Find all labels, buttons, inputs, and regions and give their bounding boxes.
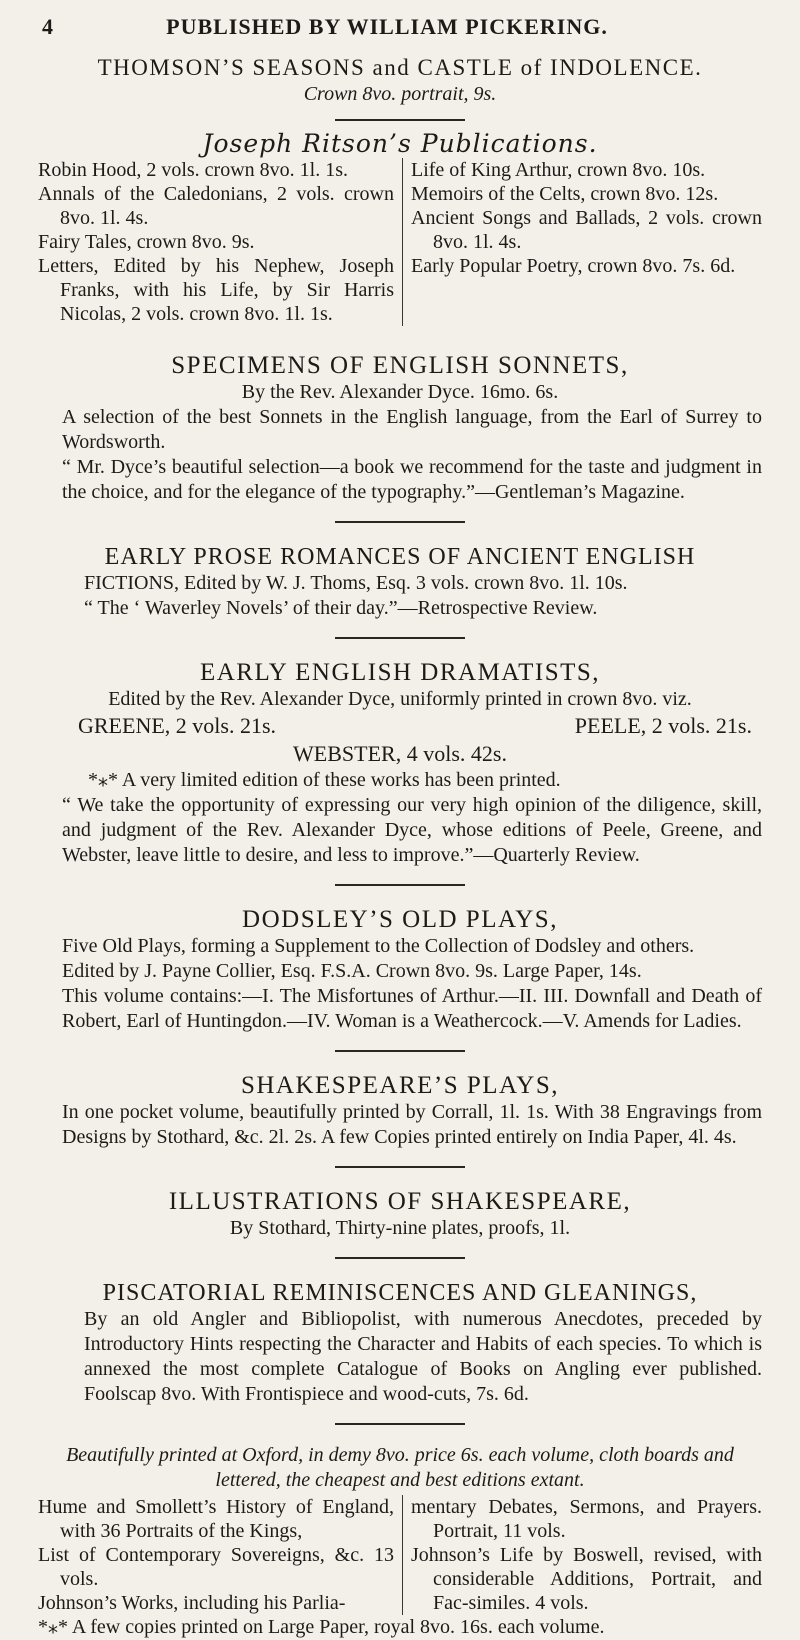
ritson-section	[38, 129, 762, 326]
sonnets-title: SPECIMENS OF ENGLISH SONNETS,	[171, 352, 629, 379]
dramatists-section	[38, 659, 762, 886]
dodsley-title: DODSLEY’S OLD PLAYS,	[242, 906, 558, 933]
sonnets-byline: By the Rev. Alexander Dyce. 16mo. 6s.	[241, 381, 559, 403]
list-item: Hume and Smollett’s History of England, with 36 Portraits of the Kings,	[38, 1496, 394, 1542]
illustrations-subtitle: By Stothard, Thirty-nine plates, proofs, 1l.	[229, 1217, 571, 1239]
illustrations-section	[38, 1188, 762, 1259]
ritson-heading: Joseph Ritson’s Publications.	[202, 129, 598, 158]
dodsley-contents: This volume contains:—I. The Misfortunes of Arthur.—II. III. Downfall and Death of Robert, Earl of Huntingdon.—IV. Woman is a Weathercock.—V. Amends for Ladies.	[62, 985, 762, 1032]
dramatists-note: *⁎* A very limited edition of these works has been printed.	[88, 769, 561, 791]
shakespeare-body: In one pocket volume, beautifully printed by Corrall, 1l. 1s. With 38 Engravings from Designs by Stothard, &c. 2l. 2s. A few Copies printed entirely on India Paper, 4l. 4s.	[62, 1101, 762, 1148]
oxford-section	[38, 1443, 762, 1640]
list-item: Life of King Arthur, crown 8vo. 10s.	[411, 159, 706, 181]
divider	[335, 119, 465, 121]
prose-subtitle: FICTIONS, Edited by W. J. Thoms, Esq. 3 vols. crown 8vo. 1l. 10s.	[84, 572, 628, 594]
divider	[335, 1257, 465, 1259]
running-head	[38, 14, 762, 40]
prose-quote: “ The ‘ Waverley Novels’ of their day.”—Retrospective Review.	[84, 597, 598, 619]
list-item: Annals of the Caledonians, 2 vols. crown 8vo. 1l. 4s.	[38, 183, 394, 229]
piscatorial-section	[38, 1279, 762, 1425]
list-item: Robin Hood, 2 vols. crown 8vo. 1l. 1s.	[38, 159, 348, 181]
dramatists-quote: “ We take the opportunity of expressing our very high opinion of the diligence, skill, and judgment of the Rev. Alexander Dyce, whose editions of Peele, Greene, and Webster, leave little to desire, and less to improve.”—Quarterly Review.	[62, 794, 762, 866]
list-item: List of Contemporary Sovereigns, &c. 13 vols.	[38, 1544, 394, 1590]
dodsley-section	[38, 906, 762, 1052]
divider	[335, 1423, 465, 1425]
shakespeare-title: SHAKESPEARE’S PLAYS,	[240, 1072, 560, 1099]
thomson-detail: Crown 8vo. portrait, 9s.	[303, 83, 497, 105]
dodsley-line-2: Edited by J. Payne Collier, Esq. F.S.A. Crown 8vo. 9s. Large Paper, 14s.	[62, 960, 642, 982]
ritson-columns	[38, 158, 762, 326]
sonnets-section	[38, 352, 762, 523]
prose-section	[38, 543, 762, 639]
sonnets-description: A selection of the best Sonnets in the English language, from the Earl of Surrey to Wordsworth.	[62, 406, 762, 453]
divider	[335, 1166, 465, 1168]
oxford-note: *⁎* A few copies printed on Large Paper, royal 8vo. 16s. each volume.	[38, 1616, 605, 1638]
ritson-right-column	[403, 158, 762, 326]
thomson-section	[38, 54, 762, 121]
greene-entry: GREENE, 2 vols. 21s.	[78, 713, 276, 738]
divider	[335, 521, 465, 523]
oxford-columns	[38, 1495, 762, 1615]
page-number: 4	[42, 14, 54, 39]
peele-entry: PEELE, 2 vols. 21s.	[574, 713, 752, 738]
shakespeare-section	[38, 1072, 762, 1168]
sonnets-quote: “ Mr. Dyce’s beautiful selection—a book we recommend for the taste and judgment in the choice, and for the elegance of the typography.”—Gentleman’s Magazine.	[62, 456, 762, 503]
list-item: Johnson’s Works, including his Parlia-	[38, 1592, 346, 1614]
running-title: PUBLISHED BY WILLIAM PICKERING.	[166, 14, 608, 39]
list-item: Letters, Edited by his Nephew, Joseph Franks, with his Life, by Sir Harris Nicolas, 2 vols. crown 8vo. 1l. 1s.	[38, 255, 394, 325]
divider	[335, 884, 465, 886]
dramatists-row	[38, 712, 762, 740]
oxford-left-column	[38, 1495, 403, 1615]
webster-entry: WEBSTER, 4 vols. 42s.	[293, 741, 507, 766]
dodsley-line-1: Five Old Plays, forming a Supplement to the Collection of Dodsley and others.	[62, 935, 695, 957]
list-item: Early Popular Poetry, crown 8vo. 7s. 6d.	[411, 255, 736, 277]
oxford-intro: Beautifully printed at Oxford, in demy 8vo. price 6s. each volume, cloth boards and lettered, the cheapest and best editions extant.	[66, 1444, 734, 1491]
list-item: mentary Debates, Sermons, and Prayers. Portrait, 11 vols.	[411, 1496, 762, 1542]
divider	[335, 1050, 465, 1052]
illustrations-title: ILLUSTRATIONS OF SHAKESPEARE,	[168, 1188, 632, 1215]
oxford-right-column	[403, 1495, 762, 1615]
divider	[335, 637, 465, 639]
dramatists-subtitle: Edited by the Rev. Alexander Dyce, uniformly printed in crown 8vo. viz.	[108, 688, 692, 710]
list-item: Fairy Tales, crown 8vo. 9s.	[38, 231, 255, 253]
piscatorial-body: By an old Angler and Bibliopolist, with numerous Anecdotes, preceded by Introductory Hints respecting the Character and Habits of each species. To which is annexed the most complete Catalogue of Books on Angling ever published. Foolscap 8vo. With Frontispiece and wood-cuts, 7s. 6d.	[84, 1308, 762, 1405]
dramatists-title: EARLY ENGLISH DRAMATISTS,	[199, 659, 601, 686]
prose-title: EARLY PROSE ROMANCES OF ANCIENT ENGLISH	[104, 544, 696, 570]
list-item: Ancient Songs and Ballads, 2 vols. crown 8vo. 1l. 4s.	[411, 207, 762, 253]
list-item: Johnson’s Life by Boswell, revised, with considerable Additions, Portrait, and Fac-similes. 4 vols.	[411, 1544, 762, 1614]
piscatorial-title: PISCATORIAL REMINISCENCES AND GLEANINGS,	[102, 1280, 698, 1306]
ritson-left-column	[38, 158, 403, 326]
thomson-title: THOMSON’S SEASONS and CASTLE of INDOLENCE.	[97, 55, 703, 80]
list-item: Memoirs of the Celts, crown 8vo. 12s.	[411, 183, 719, 205]
